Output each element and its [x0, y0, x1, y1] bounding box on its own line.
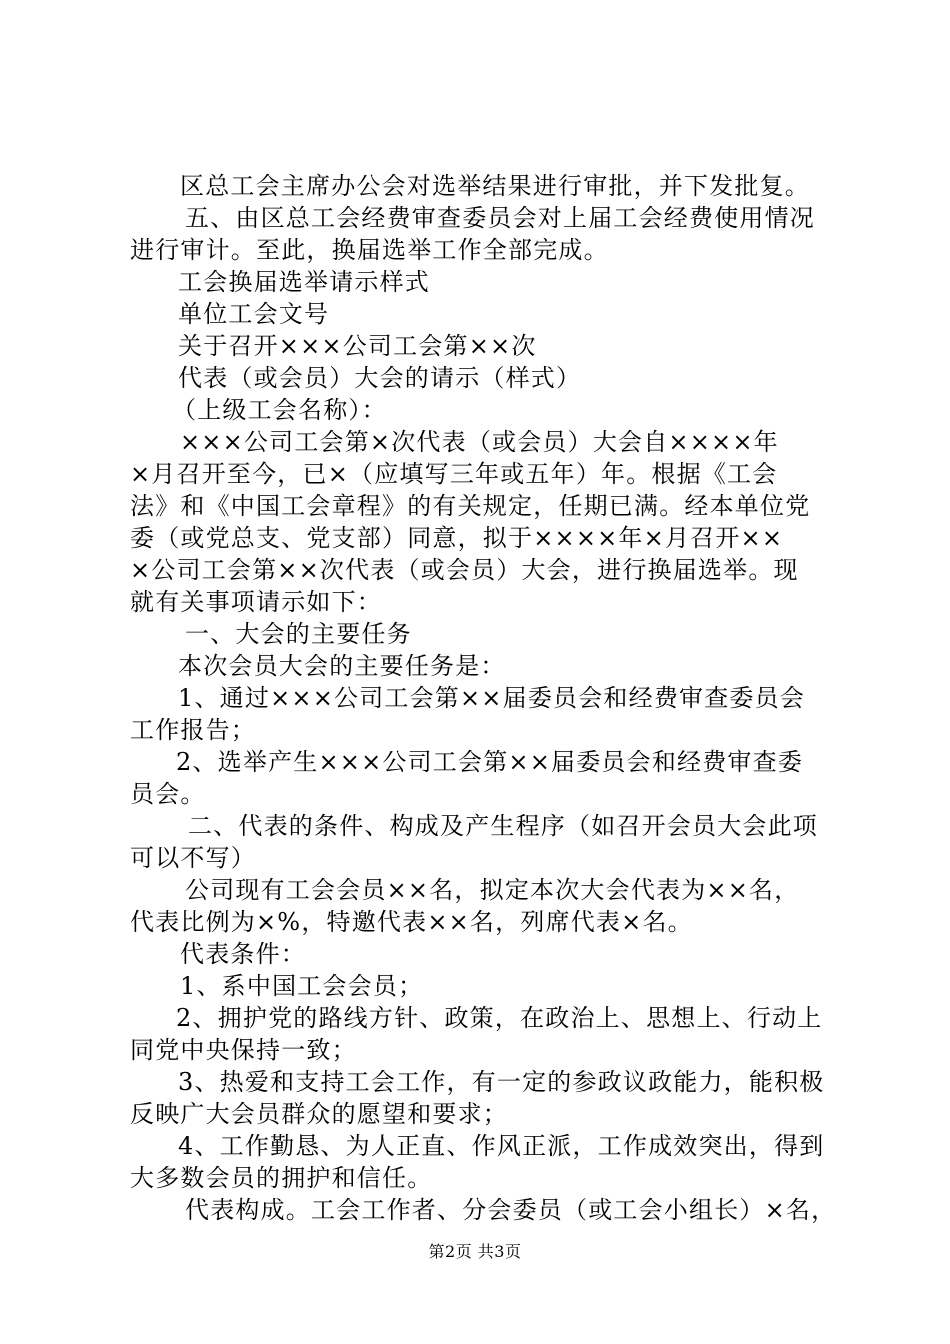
paragraph-line: ×公司工会第××次代表（或会员）大会，进行换届选举。现	[130, 556, 799, 584]
paragraph-line: 本次会员大会的主要任务是：	[178, 652, 506, 680]
paragraph-line: ×月召开至今，已×（应填写三年或五年）年。根据《工会	[130, 460, 778, 488]
paragraph-line: 工会换届选举请示样式	[178, 268, 430, 296]
paragraph-line: 就有关事项请示如下：	[130, 588, 382, 616]
paragraph-line: 大多数会员的拥护和信任。	[130, 1164, 433, 1192]
paragraph-line: 反映广大会员群众的愿望和要求；	[130, 1100, 508, 1128]
paragraph-line: 关于召开×××公司工会第××次	[178, 332, 537, 360]
paragraph-line: 代表比例为×%，特邀代表××名，列席代表×名。	[130, 908, 693, 936]
paragraph-line: 一、大会的主要任务	[185, 620, 412, 648]
paragraph-line: 代表构成。工会工作者、分会委员（或工会小组长）×名，	[185, 1196, 837, 1224]
paragraph-line: 区总工会主席办公会对选举结果进行审批，并下发批复。	[180, 172, 810, 200]
paragraph-line: 代表（或会员）大会的请示（样式）	[178, 364, 582, 392]
paragraph-line: ×××公司工会第×次代表（或会员）大会自××××年	[180, 428, 779, 456]
paragraph-line: 4、工作勤恳、为人正直、作风正派，工作成效突出，得到	[178, 1132, 825, 1160]
paragraph-line: （上级工会名称）：	[172, 396, 387, 424]
paragraph-line: 可以不写）	[130, 844, 256, 872]
paragraph-line: 委（或党总支、党支部）同意，拟于××××年×月召开××	[130, 524, 784, 552]
page-number-footer: 第2页 共3页	[428, 1242, 522, 1261]
paragraph-line: 3、热爱和支持工会工作，有一定的参政议政能力，能积极	[178, 1068, 825, 1096]
paragraph-line: 二、代表的条件、构成及产生程序（如召开会员大会此项	[188, 812, 818, 840]
paragraph-line: 单位工会文号	[178, 300, 330, 328]
document-body	[130, 170, 840, 1226]
paragraph-line: 工作报告；	[130, 716, 256, 744]
paragraph-line: 进行审计。至此，换届选举工作全部完成。	[130, 236, 609, 264]
paragraph-line: 2、拥护党的路线方针、政策，在政治上、思想上、行动上	[176, 1004, 823, 1032]
paragraph-line: 1、系中国工会会员；	[180, 972, 424, 1000]
paragraph-line: 法》和《中国工会章程》的有关规定，任期已满。经本单位党	[130, 492, 811, 520]
paragraph-line: 同党中央保持一致；	[130, 1036, 357, 1064]
paragraph-line: 公司现有工会会员××名，拟定本次大会代表为××名，	[185, 876, 800, 904]
paragraph-line: 五、由区总工会经费审查委员会对上届工会经费使用情况	[185, 204, 815, 232]
paragraph-line: 代表条件：	[180, 940, 306, 968]
paragraph-line: 员会。	[130, 780, 206, 808]
paragraph-line: 2、选举产生×××公司工会第××届委员会和经费审查委	[176, 748, 804, 776]
paragraph-line: 1、通过×××公司工会第××届委员会和经费审查委员会	[178, 684, 806, 712]
